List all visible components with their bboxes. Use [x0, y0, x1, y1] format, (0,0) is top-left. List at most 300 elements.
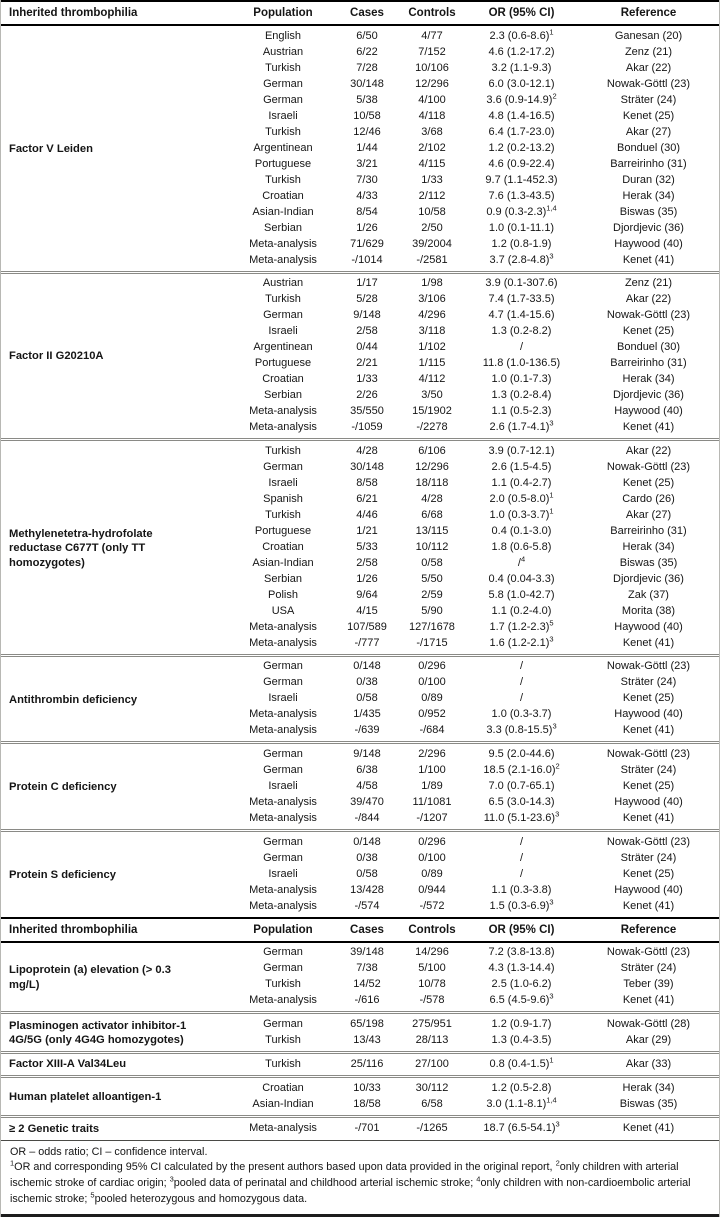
controls-cell: 10/78 — [418, 978, 446, 991]
table-row — [1, 440, 719, 460]
footnote-details: $^1$OR and corresponding 95% CI calculated by the present authors based upon data provided in the original report, $^2$only children with arterial ischemic stroke of cardiac origin; $^3$pooled data of perinatal and childhood arterial ischemic stroke; $^4$only children with non-cardioembolic arterial ischemic stroke; $^5$pooled heterozygous and homozygous data. — [10, 1158, 691, 1205]
reference-cell: Kenet (41) — [622, 421, 675, 434]
reference-cell: Kenet (25) — [622, 692, 675, 705]
row-group-label: Human platelet alloantigen-1 — [1, 1077, 231, 1117]
reference-cell: Akar (29) — [625, 1033, 672, 1046]
column-header: Inherited thrombophilia — [1, 918, 231, 942]
population-cell: Serbian — [264, 572, 302, 585]
or-cell: 1.8 (0.6-5.8) — [491, 540, 552, 553]
or-cell: 3.9 (0.7-12.1) — [465, 440, 578, 460]
or-cell: 2.3 $(0.6-8.6)^1$ — [489, 26, 554, 42]
reference-cell: Nowak-Göttl (23) — [606, 460, 691, 473]
controls-cell: 1/100 — [418, 763, 446, 776]
reference-cell: Zak (37) — [628, 588, 669, 601]
reference-cell: Kenet (41) — [578, 1117, 719, 1140]
reference-cell: Sträter (24) — [620, 962, 677, 975]
population-cell: German — [263, 93, 303, 106]
reference-cell: Ganesan (20) — [614, 29, 683, 42]
population-cell: German — [263, 946, 303, 959]
population-cell: Turkish — [265, 173, 301, 186]
population-cell: Turkish — [265, 508, 301, 521]
controls-cell: 4/77 — [421, 29, 443, 42]
controls-cell: 0/58 — [421, 556, 443, 569]
cases-cell: 9/64 — [356, 588, 378, 601]
cases-cell: 2/26 — [356, 389, 378, 402]
population-cell: Israeli — [268, 476, 298, 489]
table-row — [1, 743, 719, 763]
or-cell: / — [465, 830, 578, 850]
or-cell: 4.7 (1.4-15.6) — [488, 309, 555, 322]
or-cell: 4.6 (1.2-17.2) — [488, 45, 555, 58]
or-cell: 1.0 (0.1-7.3) — [491, 373, 552, 386]
row-group-label: Methylenetetra-hydrofolate reductase C677T (only TT homozygotes) — [1, 440, 231, 656]
or-cell: 1.1 (0.3-3.8) — [491, 883, 552, 896]
population-cell: Croatian — [231, 1077, 335, 1097]
cases-cell: 30/148 — [350, 460, 384, 473]
or-cell: 7.0 (0.7-65.1) — [488, 779, 555, 792]
controls-cell: 6/68 — [421, 508, 443, 521]
controls-cell: 4/296 — [418, 309, 446, 322]
or-cell: 1.3 (0.2-8.4) — [491, 389, 552, 402]
population-cell: German — [263, 851, 303, 864]
column-header: Cases — [335, 1, 399, 25]
cases-cell: 5/33 — [356, 540, 378, 553]
population-cell: Israeli — [268, 325, 298, 338]
reference-cell: Djordjevic (36) — [613, 572, 684, 585]
cases-cell: 18/58 — [353, 1098, 381, 1111]
reference-cell: Herak (34) — [578, 1077, 719, 1097]
or-cell: 1.0 (0.1-11.1) — [488, 221, 555, 234]
cases-cell: 1/44 — [356, 141, 378, 154]
population-cell: Turkish — [265, 293, 301, 306]
reference-cell: Akar (22) — [625, 61, 672, 74]
column-header: Population — [231, 1, 335, 25]
row-group-label: Plasminogen activator inhibitor-1 4G/5G (only 4G4G homozygotes) — [1, 1013, 231, 1053]
cases-cell: 5/38 — [356, 93, 378, 106]
controls-cell: 5/90 — [421, 604, 443, 617]
population-cell: Turkish — [231, 440, 335, 460]
controls-cell: 4/118 — [418, 109, 446, 122]
cases-cell: -/639 — [354, 724, 380, 737]
population-cell: Argentinean — [253, 141, 313, 154]
population-cell: Turkish — [265, 978, 301, 991]
reference-cell: Haywood (40) — [614, 620, 683, 633]
cases-cell: -/616 — [354, 994, 380, 1007]
table-footnotes — [1, 1140, 719, 1217]
reference-cell: Biswas (35) — [619, 556, 678, 569]
population-cell: Polish — [268, 588, 298, 601]
cases-cell: 1/21 — [356, 524, 378, 537]
controls-cell: 11/1081 — [412, 795, 452, 808]
reference-cell: Zenz (21) — [624, 45, 673, 58]
reference-cell: Sträter (24) — [620, 763, 677, 776]
controls-cell: 28/113 — [415, 1033, 449, 1046]
cases-cell: 7/28 — [356, 61, 378, 74]
cases-cell: 10/33 — [335, 1077, 399, 1097]
controls-cell: 3/106 — [418, 293, 446, 306]
controls-cell: 12/296 — [415, 460, 449, 473]
population-cell: German — [263, 676, 303, 689]
population-cell: German — [231, 655, 335, 675]
or-cell: /$^4$ — [517, 554, 526, 569]
or-cell: 1.5 $(0.3-6.9)^3$ — [489, 896, 554, 912]
cases-cell: 1/435 — [353, 708, 381, 721]
population-cell: Meta-analysis — [249, 253, 317, 266]
population-cell: German — [231, 743, 335, 763]
reference-cell: Sträter (24) — [620, 93, 677, 106]
or-cell: 2.6 (1.5-4.5) — [491, 460, 552, 473]
or-cell: 7.2 (3.8-13.8) — [488, 946, 555, 959]
controls-cell: 10/106 — [415, 61, 449, 74]
controls-cell: 0/296 — [399, 830, 465, 850]
population-cell: English — [264, 29, 302, 42]
population-cell: Croatian — [262, 373, 304, 386]
or-cell: 4.3 (1.3-14.4) — [488, 962, 555, 975]
cases-cell: 12/46 — [353, 125, 381, 138]
controls-cell: 0/89 — [421, 692, 443, 705]
thrombophilia-table — [1, 0, 719, 1140]
reference-cell: Djordjevic (36) — [613, 221, 684, 234]
controls-cell: 275/951 — [399, 1013, 465, 1033]
cases-cell: 13/43 — [353, 1033, 381, 1046]
or-cell: 2.0 $(0.5-8.0)^1$ — [489, 490, 554, 505]
reference-cell: Barreirinho (31) — [610, 157, 687, 170]
reference-cell: Akar (22) — [625, 293, 672, 306]
or-cell: / — [519, 692, 524, 705]
cases-cell: 35/550 — [350, 405, 384, 418]
row-group-label: Antithrombin deficiency — [1, 655, 231, 743]
cases-cell: 4/28 — [335, 440, 399, 460]
cases-cell: 1/26 — [356, 572, 378, 585]
or-cell: 9.5 (2.0-44.6) — [465, 743, 578, 763]
or-cell: 18.7 $(6.5-54.1)^3$ — [465, 1117, 578, 1140]
cases-cell: 5/28 — [356, 293, 378, 306]
controls-cell: 1/102 — [418, 341, 446, 354]
controls-cell: 13/115 — [415, 524, 449, 537]
population-cell: Austrian — [262, 45, 304, 58]
or-cell: 7.4 (1.7-33.5) — [488, 293, 555, 306]
controls-cell: 12/296 — [415, 77, 449, 90]
table-row — [1, 942, 719, 961]
reference-cell: Cardo (26) — [622, 492, 675, 505]
cases-cell: 4/15 — [356, 604, 378, 617]
population-cell: Meta-analysis — [249, 636, 317, 649]
footnote-abbreviations: OR – odds ratio; CI – confidence interval. — [10, 1145, 208, 1158]
reference-cell: Nowak-Göttl (23) — [606, 77, 691, 90]
population-cell: Serbian — [264, 221, 302, 234]
cases-cell: 2/21 — [356, 357, 378, 370]
cases-cell: -/1014 — [351, 253, 383, 266]
cases-cell: 39/470 — [350, 795, 384, 808]
population-cell: Spanish — [263, 492, 303, 505]
or-cell: 6.0 (3.0-12.1) — [488, 77, 555, 90]
cases-cell: 2/58 — [356, 556, 378, 569]
controls-cell: 27/100 — [399, 1052, 465, 1077]
cases-cell: 71/629 — [350, 237, 384, 250]
controls-cell: 0/89 — [421, 867, 443, 880]
cases-cell: 6/38 — [356, 763, 378, 776]
or-cell: 1.6 $(1.2-2.1)^3$ — [489, 634, 554, 649]
controls-cell: 2/296 — [399, 743, 465, 763]
population-cell: Meta-analysis — [231, 1117, 335, 1140]
population-cell: Portuguese — [254, 357, 312, 370]
controls-cell: 4/100 — [418, 93, 446, 106]
controls-cell: 1/115 — [418, 357, 446, 370]
reference-cell: Sträter (24) — [620, 676, 677, 689]
column-header: Controls — [399, 1, 465, 25]
cases-cell: 0/44 — [356, 341, 378, 354]
population-cell: Turkish — [265, 125, 301, 138]
controls-cell: 127/1678 — [409, 620, 455, 633]
cases-cell: 7/30 — [356, 173, 378, 186]
or-cell: 1.3 (0.4-3.5) — [491, 1033, 552, 1046]
table-row — [1, 655, 719, 675]
population-cell: Meta-analysis — [249, 883, 317, 896]
population-cell: Asian-Indian — [252, 205, 314, 218]
cases-cell: 0/38 — [356, 676, 378, 689]
reference-cell: Nowak-Göttl (28) — [578, 1013, 719, 1033]
or-cell: 11.0 $(5.1-23.6)^3$ — [483, 809, 560, 824]
population-cell: Meta-analysis — [249, 899, 317, 912]
controls-cell: -/684 — [419, 724, 445, 737]
reference-cell: Sträter (24) — [620, 851, 677, 864]
table-row — [1, 1077, 719, 1097]
or-cell: 4.8 (1.4-16.5) — [488, 109, 555, 122]
cases-cell: -/844 — [354, 811, 380, 824]
controls-cell: 1/33 — [421, 173, 443, 186]
reference-cell: Bonduel (30) — [617, 341, 680, 354]
cases-cell: 14/52 — [353, 978, 381, 991]
or-cell: 1.1 (0.4-2.7) — [491, 476, 552, 489]
table-header-row — [1, 918, 719, 942]
cases-cell: 4/33 — [356, 189, 378, 202]
cases-cell: 0/148 — [335, 830, 399, 850]
cases-cell: 7/38 — [356, 962, 378, 975]
reference-cell: Kenet (25) — [622, 325, 675, 338]
cases-cell: 25/116 — [335, 1052, 399, 1077]
population-cell: German — [231, 830, 335, 850]
controls-cell: 4/28 — [421, 492, 443, 505]
row-group-label: Protein C deficiency — [1, 743, 231, 831]
cases-cell: 9/148 — [335, 743, 399, 763]
controls-cell: 10/112 — [415, 540, 449, 553]
controls-cell: 4/112 — [418, 373, 446, 386]
cases-cell: 6/21 — [356, 492, 378, 505]
reference-cell: Kenet (25) — [622, 476, 675, 489]
cases-cell: 0/148 — [335, 655, 399, 675]
or-cell: 1.2 (0.8-1.9) — [491, 237, 552, 250]
controls-cell: 3/50 — [421, 389, 443, 402]
controls-cell: 15/1902 — [412, 405, 452, 418]
population-cell: Croatian — [262, 189, 304, 202]
cases-cell: 8/58 — [356, 476, 378, 489]
or-cell: 0.9 $(0.3-2.3)^{1,4}$ — [486, 202, 557, 218]
reference-cell: Haywood (40) — [614, 405, 683, 418]
population-cell: Asian-Indian — [252, 1098, 314, 1111]
population-cell: German — [263, 77, 303, 90]
row-group-label: Factor XIII-A Val34Leu — [1, 1052, 231, 1077]
or-cell: 5.8 (1.0-42.7) — [488, 588, 555, 601]
or-cell: 1.2 (0.5-2.8) — [465, 1077, 578, 1097]
cases-cell: 8/54 — [356, 205, 378, 218]
cases-cell: 0/38 — [356, 851, 378, 864]
row-group-label: Lipoprotein (a) elevation (> 0.3 mg/L) — [9, 964, 171, 991]
reference-cell: Haywood (40) — [614, 883, 683, 896]
column-header: Reference — [578, 918, 719, 942]
or-cell: 9.7 (1.1-452.3) — [485, 173, 558, 186]
or-cell: 3.0 $(1.1-8.1)^{1,4}$ — [486, 1095, 557, 1111]
reference-cell: Kenet (41) — [622, 724, 675, 737]
or-cell: 3.9 (0.1-307.6) — [465, 272, 578, 292]
column-header: Controls — [399, 918, 465, 942]
or-cell: / — [519, 341, 524, 354]
column-header: Cases — [335, 918, 399, 942]
or-cell: 3.7 $(2.8-4.8)^3$ — [489, 250, 554, 266]
reference-cell: Nowak-Göttl (23) — [578, 655, 719, 675]
controls-cell: 1/98 — [399, 272, 465, 292]
reference-cell: Duran (32) — [622, 173, 675, 186]
population-cell: Portuguese — [254, 524, 312, 537]
or-cell: / — [519, 851, 524, 864]
controls-cell: 39/2004 — [412, 237, 452, 250]
reference-cell: Akar (27) — [625, 508, 672, 521]
or-cell: 6.5 (3.0-14.3) — [488, 795, 555, 808]
controls-cell: 2/50 — [421, 221, 443, 234]
reference-cell: Barreirinho (31) — [610, 357, 687, 370]
or-cell: 1.2 (0.2-13.2) — [488, 141, 555, 154]
cases-cell: 30/148 — [350, 77, 384, 90]
population-cell: Turkish — [265, 1033, 301, 1046]
controls-cell: 10/58 — [418, 205, 446, 218]
reference-cell: Herak (34) — [622, 189, 675, 202]
controls-cell: -/1265 — [399, 1117, 465, 1140]
cases-cell: 3/21 — [356, 157, 378, 170]
or-cell: 1.7 $(1.2-2.3)^5$ — [489, 618, 554, 633]
or-cell: 1.1 (0.5-2.3) — [491, 405, 552, 418]
or-cell: 1.1 (0.2-4.0) — [491, 604, 552, 617]
controls-cell: 5/100 — [418, 962, 446, 975]
reference-cell: Nowak-Göttl (23) — [578, 743, 719, 763]
or-cell: / — [519, 676, 524, 689]
population-cell: Austrian — [231, 272, 335, 292]
table-row — [1, 272, 719, 292]
or-cell: 4.6 (0.9-22.4) — [488, 157, 555, 170]
or-cell: 11.8 (1.0-136.5) — [482, 357, 561, 370]
controls-cell: 0/944 — [418, 883, 446, 896]
controls-cell: 0/100 — [418, 676, 446, 689]
or-cell: / — [519, 867, 524, 880]
population-cell: Israeli — [268, 109, 298, 122]
row-group-label: Protein S deficiency — [1, 830, 231, 917]
cases-cell: 65/198 — [335, 1013, 399, 1033]
controls-cell: -/1207 — [416, 811, 448, 824]
reference-cell: Kenet (41) — [622, 253, 675, 266]
reference-cell: Kenet (25) — [622, 779, 675, 792]
population-cell: Meta-analysis — [249, 405, 317, 418]
population-cell: Portuguese — [254, 157, 312, 170]
column-header: OR (95% CI) — [465, 918, 578, 942]
column-header: Inherited thrombophilia — [1, 1, 231, 25]
controls-cell: -/2278 — [416, 421, 448, 434]
cases-cell: 10/58 — [353, 109, 381, 122]
reference-cell: Akar (22) — [578, 440, 719, 460]
reference-cell: Bonduel (30) — [617, 141, 680, 154]
table-row — [1, 25, 719, 44]
population-cell: USA — [271, 604, 295, 617]
table-row — [1, 1052, 719, 1077]
column-header: OR (95% CI) — [465, 1, 578, 25]
cases-cell: 6/50 — [356, 29, 378, 42]
population-cell: Meta-analysis — [249, 421, 317, 434]
row-group-label: Factor V Leiden — [9, 142, 93, 155]
controls-cell: -/578 — [419, 994, 445, 1007]
controls-cell: 0/100 — [418, 851, 446, 864]
reference-cell: Biswas (35) — [619, 1098, 678, 1111]
reference-cell: Haywood (40) — [614, 237, 683, 250]
cases-cell: 1/17 — [335, 272, 399, 292]
reference-cell: Akar (33) — [578, 1052, 719, 1077]
or-cell: 1.2 (0.9-1.7) — [465, 1013, 578, 1033]
or-cell: 3.2 (1.1-9.3) — [491, 61, 552, 74]
population-cell: Argentinean — [253, 341, 313, 354]
reference-cell: Kenet (25) — [622, 867, 675, 880]
population-cell: Meta-analysis — [249, 724, 317, 737]
cases-cell: 13/428 — [350, 883, 384, 896]
controls-cell: 30/112 — [399, 1077, 465, 1097]
reference-cell: Nowak-Göttl (23) — [578, 830, 719, 850]
or-cell: 7.6 (1.3-43.5) — [488, 189, 555, 202]
cases-cell: 1/33 — [356, 373, 378, 386]
population-cell: German — [231, 1013, 335, 1033]
table-header-row — [1, 1, 719, 25]
cases-cell: 9/148 — [353, 309, 381, 322]
controls-cell: 3/68 — [421, 125, 443, 138]
cases-cell: 107/589 — [347, 620, 387, 633]
population-cell: German — [263, 309, 303, 322]
cases-cell: 1/26 — [356, 221, 378, 234]
cases-cell: 4/58 — [356, 779, 378, 792]
or-cell: 0.4 (0.04-3.3) — [488, 572, 555, 585]
or-cell: 3.6 $(0.9-14.9)^2$ — [486, 90, 557, 106]
controls-cell: 1/89 — [421, 779, 443, 792]
or-cell: 3.3 $(0.8-15.5)^3$ — [486, 721, 557, 737]
reference-cell: Teber (39) — [623, 978, 674, 991]
population-cell: Israeli — [268, 692, 298, 705]
controls-cell: 6/106 — [399, 440, 465, 460]
or-cell: 0.4 (0.1-3.0) — [491, 524, 552, 537]
controls-cell: -/1715 — [416, 636, 448, 649]
population-cell: Meta-analysis — [249, 994, 317, 1007]
controls-cell: 5/50 — [421, 572, 443, 585]
controls-cell: -/2581 — [416, 253, 448, 266]
population-cell: Turkish — [265, 61, 301, 74]
reference-cell: Kenet (41) — [622, 899, 675, 912]
reference-cell: Morita (38) — [621, 604, 676, 617]
controls-cell: 2/59 — [421, 588, 443, 601]
population-cell: Meta-analysis — [249, 811, 317, 824]
controls-cell: 14/296 — [415, 946, 449, 959]
cases-cell: -/701 — [335, 1117, 399, 1140]
controls-cell: 0/296 — [399, 655, 465, 675]
or-cell: 18.5 $(2.1-16.0)^2$ — [483, 761, 560, 776]
row-group-label: ≥ 2 Genetic traits — [1, 1117, 231, 1140]
population-cell: Meta-analysis — [249, 237, 317, 250]
reference-cell: Nowak-Göttl (23) — [606, 309, 691, 322]
cases-cell: 4/46 — [356, 508, 378, 521]
population-cell: Israeli — [268, 867, 298, 880]
table-row — [1, 830, 719, 850]
reference-cell: Akar (27) — [625, 125, 672, 138]
